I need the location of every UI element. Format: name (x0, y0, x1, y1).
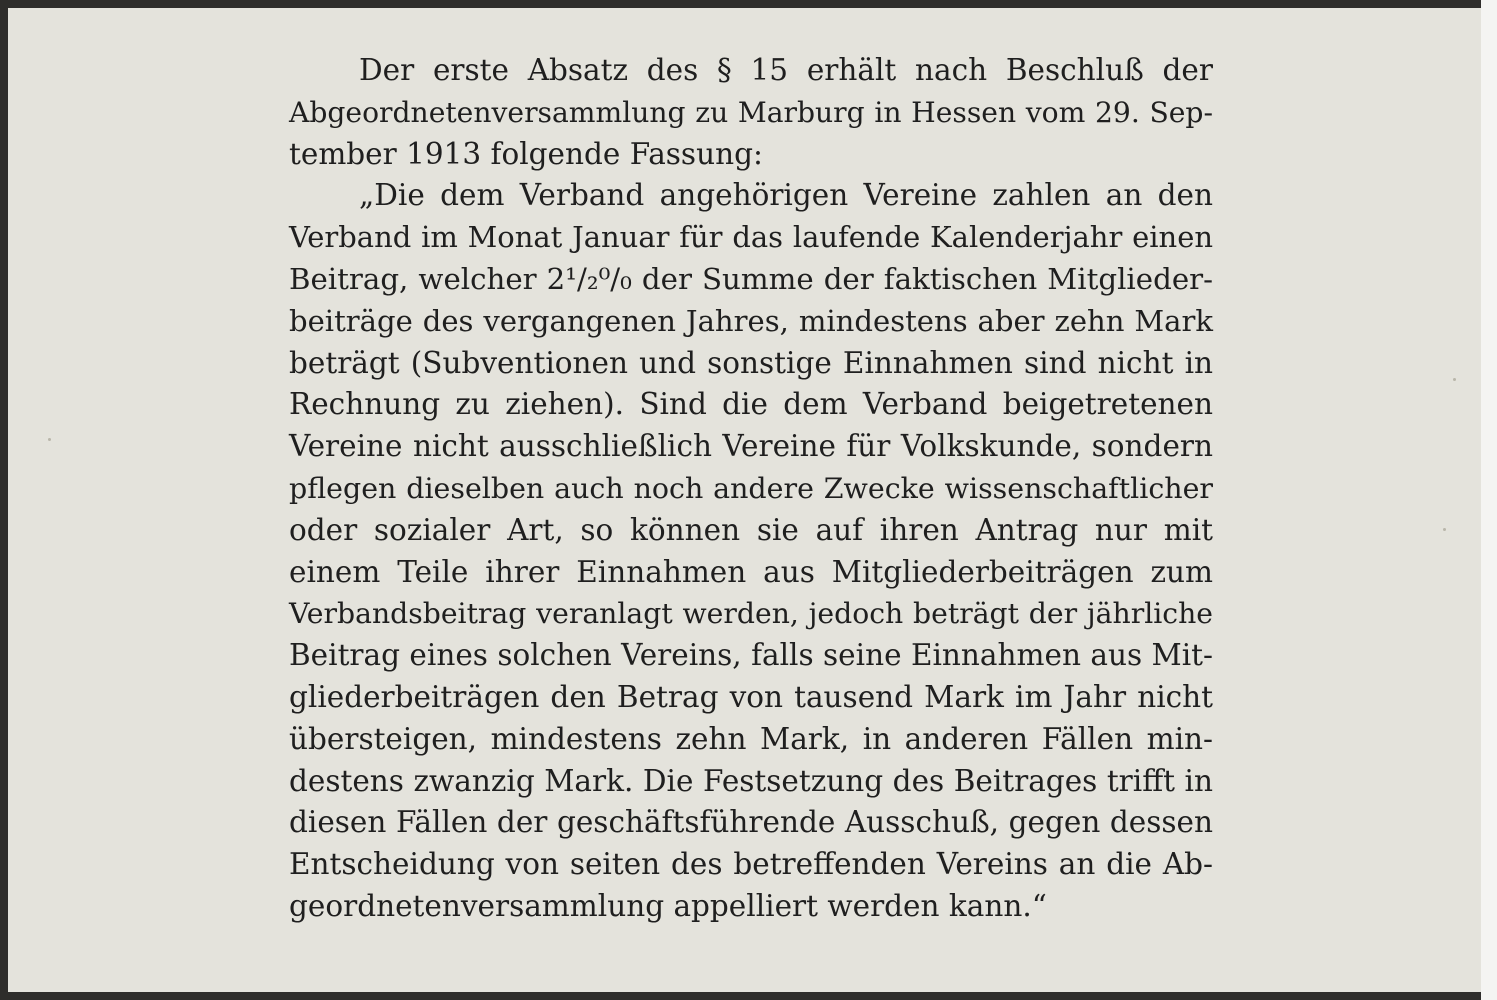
text-line: Entscheidung von seiten des betreffenden Vereins an die Ab- (289, 847, 1213, 882)
text-line: übersteigen, mindestens zehn Mark, in anderen Fällen min- (289, 721, 1213, 756)
text-line: Verband im Monat Januar für das laufende Kalenderjahr einen (289, 220, 1213, 255)
text-line: Rechnung zu ziehen). Sind die dem Verband beigetretenen (289, 387, 1213, 422)
text-line: pflegen dieselben auch noch andere Zwecke wissenschaftlicher (289, 471, 1213, 505)
paper-speck (1443, 528, 1446, 531)
text-line: geordnetenversammlung appelliert werden kann.“ (289, 888, 1047, 923)
text-line: einem Teile ihrer Einnahmen aus Mitgliederbeiträgen zum (289, 554, 1213, 589)
scan-border-right (1481, 0, 1497, 1000)
text-line: diesen Fällen der geschäftsführende Ausschuß, gegen dessen (289, 805, 1213, 840)
text-line: „Die dem Verband angehörigen Vereine zahlen an den (359, 178, 1213, 213)
text-line: beiträge des vergangenen Jahres, mindestens aber zehn Mark (289, 303, 1213, 338)
body-text (289, 50, 1213, 928)
text-line: Der erste Absatz des § 15 erhält nach Beschluß der (359, 53, 1213, 87)
text-line: Beitrag, welcher 2¹/₂⁰/₀ der Summe der faktischen Mitglieder- (289, 261, 1213, 296)
text-line: destens zwanzig Mark. Die Festsetzung des Beitrages trifft in (289, 763, 1213, 798)
text-line: gliederbeiträgen den Betrag von tausend Mark im Jahr nicht (289, 679, 1213, 714)
paragraph-intro (289, 50, 1213, 175)
text-line: Verbandsbeitrag veranlagt werden, jedoch beträgt der jährliche (289, 597, 1213, 631)
text-line: Vereine nicht ausschließlich Vereine für Volkskunde, sondern (289, 429, 1213, 464)
text-line: Beitrag eines solchen Vereins, falls seine Einnahmen aus Mit- (289, 638, 1213, 673)
paragraph-quotation (289, 175, 1213, 927)
paper-speck (48, 438, 51, 441)
text-line: Abgeordnetenversammlung zu Marburg in Hessen vom 29. Sep- (289, 95, 1213, 129)
text-line: tember 1913 folgende Fassung: (289, 136, 763, 171)
text-line: oder sozialer Art, so können sie auf ihren Antrag nur mit (289, 512, 1213, 547)
paper-speck (1453, 378, 1456, 381)
text-line: beträgt (Subventionen und sonstige Einnahmen sind nicht in (289, 345, 1213, 380)
